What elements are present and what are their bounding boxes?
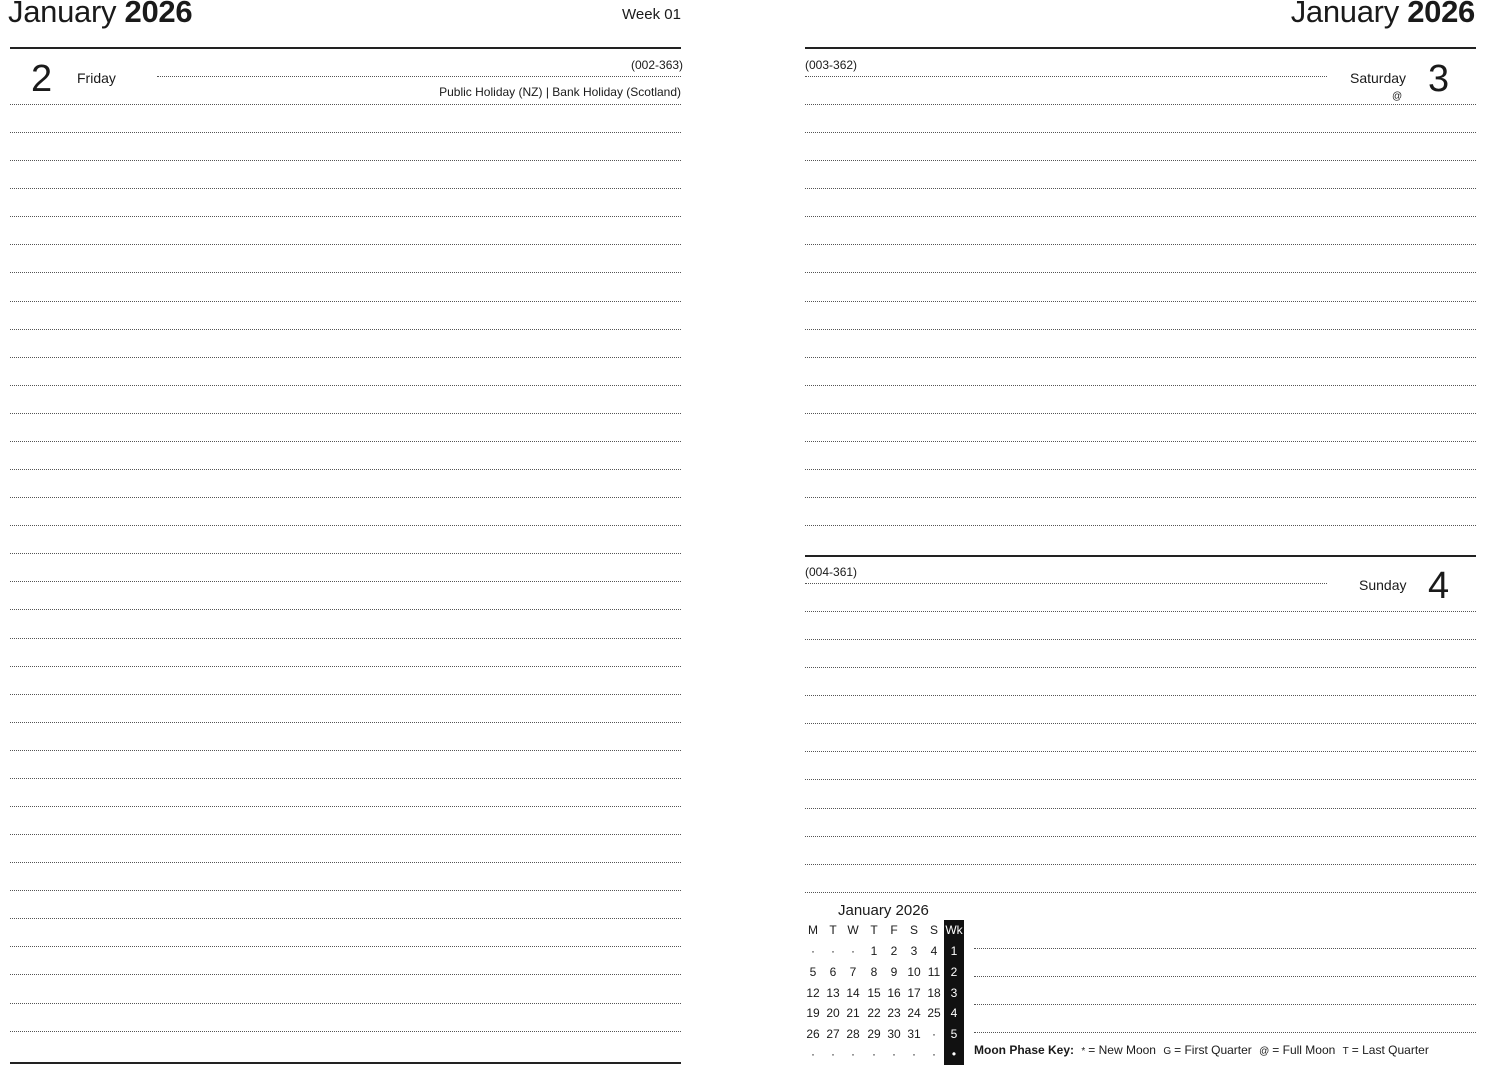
calendar-day: 2 <box>890 944 898 958</box>
writing-line <box>10 188 681 189</box>
month-label: January <box>1290 0 1399 29</box>
writing-line <box>805 132 1476 133</box>
calendar-day: 12 <box>806 986 820 1000</box>
writing-line <box>805 695 1476 696</box>
weekday-header: W <box>847 923 859 937</box>
left-page-title <box>8 0 192 30</box>
calendar-day: · <box>912 1047 916 1061</box>
writing-line <box>10 862 681 863</box>
writing-line <box>10 694 681 695</box>
last-quarter-icon: T <box>1342 1046 1349 1057</box>
calendar-day: 4 <box>930 944 938 958</box>
calendar-day: 31 <box>907 1027 921 1041</box>
friday-header-rule <box>157 76 681 77</box>
calendar-day: 27 <box>826 1027 840 1041</box>
writing-line <box>10 722 681 723</box>
writing-line <box>805 301 1476 302</box>
writing-line <box>805 525 1476 526</box>
full-moon-key-icon: @ <box>1259 1046 1270 1057</box>
writing-line <box>805 808 1476 809</box>
calendar-day: · <box>851 944 855 958</box>
first-quarter-text: = First Quarter <box>1174 1043 1252 1057</box>
weekday-header: S <box>929 923 938 937</box>
week-number: 4 <box>950 1006 958 1020</box>
writing-line <box>805 779 1476 780</box>
writing-line <box>10 890 681 891</box>
saturday-header-rule <box>805 76 1327 77</box>
calendar-day: · <box>831 1047 835 1061</box>
calendar-day: · <box>932 1047 936 1061</box>
sunday-header-rule <box>805 583 1327 584</box>
writing-line <box>10 581 681 582</box>
writing-line <box>805 497 1476 498</box>
full-moon-text: = Full Moon <box>1272 1043 1336 1057</box>
writing-line <box>805 329 1476 330</box>
calendar-day: · <box>872 1047 876 1061</box>
year-label: 2026 <box>1407 0 1475 29</box>
weekday-header: F <box>890 923 898 937</box>
calendar-day: 30 <box>887 1027 901 1041</box>
writing-line <box>805 244 1476 245</box>
weekday-header: S <box>909 923 918 937</box>
writing-line <box>10 946 681 947</box>
moon-phase-key <box>974 1043 1429 1057</box>
writing-line <box>10 918 681 919</box>
left-top-rule <box>10 47 681 49</box>
saturday-top-rule <box>805 47 1476 49</box>
year-label: 2026 <box>124 0 193 29</box>
sunday-top-rule <box>805 555 1476 557</box>
week-number: • <box>951 1047 957 1061</box>
writing-line <box>805 864 1476 865</box>
writing-line <box>10 329 681 330</box>
writing-line <box>10 413 681 414</box>
calendar-day: · <box>811 944 815 958</box>
writing-line <box>10 974 681 975</box>
friday-day-count: (002-363) <box>631 58 684 72</box>
mini-calendar-title: January 2026 <box>838 902 929 919</box>
calendar-day: 20 <box>826 1006 840 1020</box>
sunday-day-number: 4 <box>1428 565 1450 607</box>
writing-line <box>805 836 1476 837</box>
new-moon-icon: * <box>1081 1046 1086 1057</box>
writing-line <box>805 751 1476 752</box>
calendar-day: 15 <box>867 986 881 1000</box>
calendar-day: 26 <box>806 1027 820 1041</box>
week-number: 5 <box>950 1027 958 1041</box>
writing-line <box>10 666 681 667</box>
left-bottom-rule <box>10 1062 681 1064</box>
week-number: 1 <box>950 944 958 958</box>
writing-line <box>10 750 681 751</box>
calendar-day: 21 <box>846 1006 860 1020</box>
new-moon-text: = New Moon <box>1088 1043 1156 1057</box>
week-header: Wk <box>945 923 963 937</box>
writing-line <box>10 301 681 302</box>
calendar-day: 25 <box>927 1006 941 1020</box>
calendar-day: · <box>831 944 835 958</box>
writing-line <box>805 667 1476 668</box>
writing-line <box>10 357 681 358</box>
calendar-day: 6 <box>829 965 837 979</box>
writing-line <box>10 609 681 610</box>
writing-line <box>10 469 681 470</box>
writing-line <box>805 160 1476 161</box>
friday-day-name: Friday <box>77 70 116 86</box>
calendar-day: 8 <box>870 965 878 979</box>
writing-line <box>805 216 1476 217</box>
friday-holiday: Public Holiday (NZ) | Bank Holiday (Scotland) <box>439 85 681 99</box>
calendar-day: 17 <box>907 986 921 1000</box>
last-quarter-text: = Last Quarter <box>1351 1043 1429 1057</box>
saturday-day-number: 3 <box>1428 58 1450 100</box>
writing-line <box>10 525 681 526</box>
writing-line <box>805 639 1476 640</box>
writing-line <box>805 357 1476 358</box>
moon-key-label: Moon Phase Key: <box>974 1043 1075 1057</box>
full-moon-icon: @ <box>1392 91 1403 102</box>
calendar-day: · <box>892 1047 896 1061</box>
calendar-day: 24 <box>907 1006 921 1020</box>
writing-line <box>10 385 681 386</box>
writing-line <box>10 272 681 273</box>
calendar-day: 29 <box>867 1027 881 1041</box>
calendar-day: 5 <box>809 965 817 979</box>
calendar-day: 3 <box>910 944 918 958</box>
first-quarter-icon: G <box>1163 1046 1172 1057</box>
writing-line <box>974 948 1476 949</box>
writing-line <box>10 638 681 639</box>
writing-line <box>10 441 681 442</box>
calendar-day: · <box>811 1047 815 1061</box>
calendar-day: 14 <box>846 986 860 1000</box>
calendar-day: 19 <box>806 1006 820 1020</box>
writing-line <box>974 976 1476 977</box>
writing-line <box>10 834 681 835</box>
calendar-day: 7 <box>849 965 857 979</box>
weekday-header: T <box>829 923 837 937</box>
writing-line <box>10 244 681 245</box>
calendar-day: 1 <box>870 944 878 958</box>
calendar-day: · <box>932 1027 936 1041</box>
writing-line <box>10 553 681 554</box>
calendar-day: 13 <box>826 986 840 1000</box>
calendar-day: · <box>851 1047 855 1061</box>
writing-line <box>10 216 681 217</box>
writing-line <box>805 892 1476 893</box>
writing-line <box>974 1004 1476 1005</box>
calendar-day: 28 <box>846 1027 860 1041</box>
writing-line <box>805 611 1476 612</box>
calendar-day: 23 <box>887 1006 901 1020</box>
writing-line <box>805 469 1476 470</box>
sunday-day-count: (004-361) <box>805 565 858 579</box>
writing-line <box>10 1003 681 1004</box>
weekday-header: M <box>808 923 818 937</box>
moon-key-rule <box>974 1032 1476 1033</box>
week-number: 3 <box>950 986 958 1000</box>
friday-day-number: 2 <box>31 58 53 100</box>
sunday-day-name: Sunday <box>1359 577 1407 593</box>
saturday-day-name: Saturday <box>1350 70 1407 86</box>
month-label: January <box>8 0 117 29</box>
calendar-day: 9 <box>890 965 898 979</box>
writing-line <box>10 778 681 779</box>
writing-line <box>10 806 681 807</box>
writing-line <box>805 723 1476 724</box>
writing-line <box>10 104 681 105</box>
writing-line <box>805 272 1476 273</box>
calendar-day: 16 <box>887 986 901 1000</box>
calendar-day: 18 <box>927 986 941 1000</box>
weekday-header: T <box>870 923 878 937</box>
writing-line <box>805 441 1476 442</box>
calendar-day: 11 <box>927 965 941 979</box>
writing-line <box>805 413 1476 414</box>
calendar-day: 22 <box>867 1006 881 1020</box>
week-number: 2 <box>950 965 958 979</box>
saturday-day-count: (003-362) <box>805 58 858 72</box>
writing-line <box>10 160 681 161</box>
writing-line <box>10 497 681 498</box>
calendar-day: 10 <box>907 965 921 979</box>
writing-line <box>805 385 1476 386</box>
writing-line <box>805 188 1476 189</box>
right-page-title <box>1291 0 1475 30</box>
writing-line <box>10 132 681 133</box>
writing-line <box>10 1031 681 1032</box>
week-label: Week 01 <box>622 6 681 23</box>
writing-line <box>805 104 1476 105</box>
